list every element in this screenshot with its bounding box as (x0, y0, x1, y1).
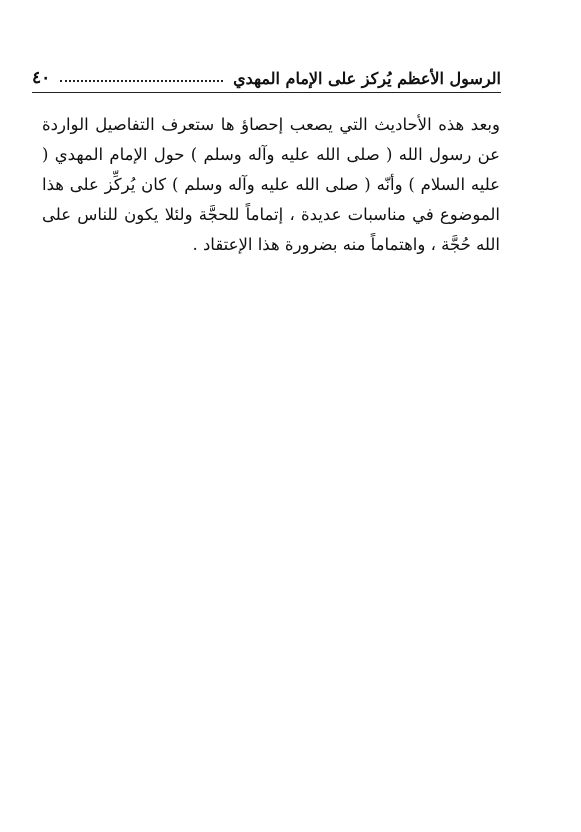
running-header (32, 58, 501, 88)
running-header-title: الرسول الأعظم يُركز على الإمام المهدي (233, 69, 501, 88)
body-text (42, 110, 500, 260)
body-paragraph: وبعد هذه الأحاديث التي يصعب إحصاؤ ها ستعرف التفاصيل الواردة عن رسول الله ( صلى الله عليه وآله وسلم ) حول الإمام المهدي ( عليه السلام ) وأنّه ( صلى الله عليه وآله وسلم ) كان يُركِّز على هذا الموضوع في مناسبات عديدة ، إتماماً للحجَّة ولئلا يكون للناس على الله حُجَّة ، واهتماماً منه بضرورة هذا الإعتقاد . (42, 115, 500, 254)
page-number: ٤٠ (32, 68, 51, 88)
header-rule (32, 92, 501, 93)
dotted-leader (60, 80, 223, 82)
